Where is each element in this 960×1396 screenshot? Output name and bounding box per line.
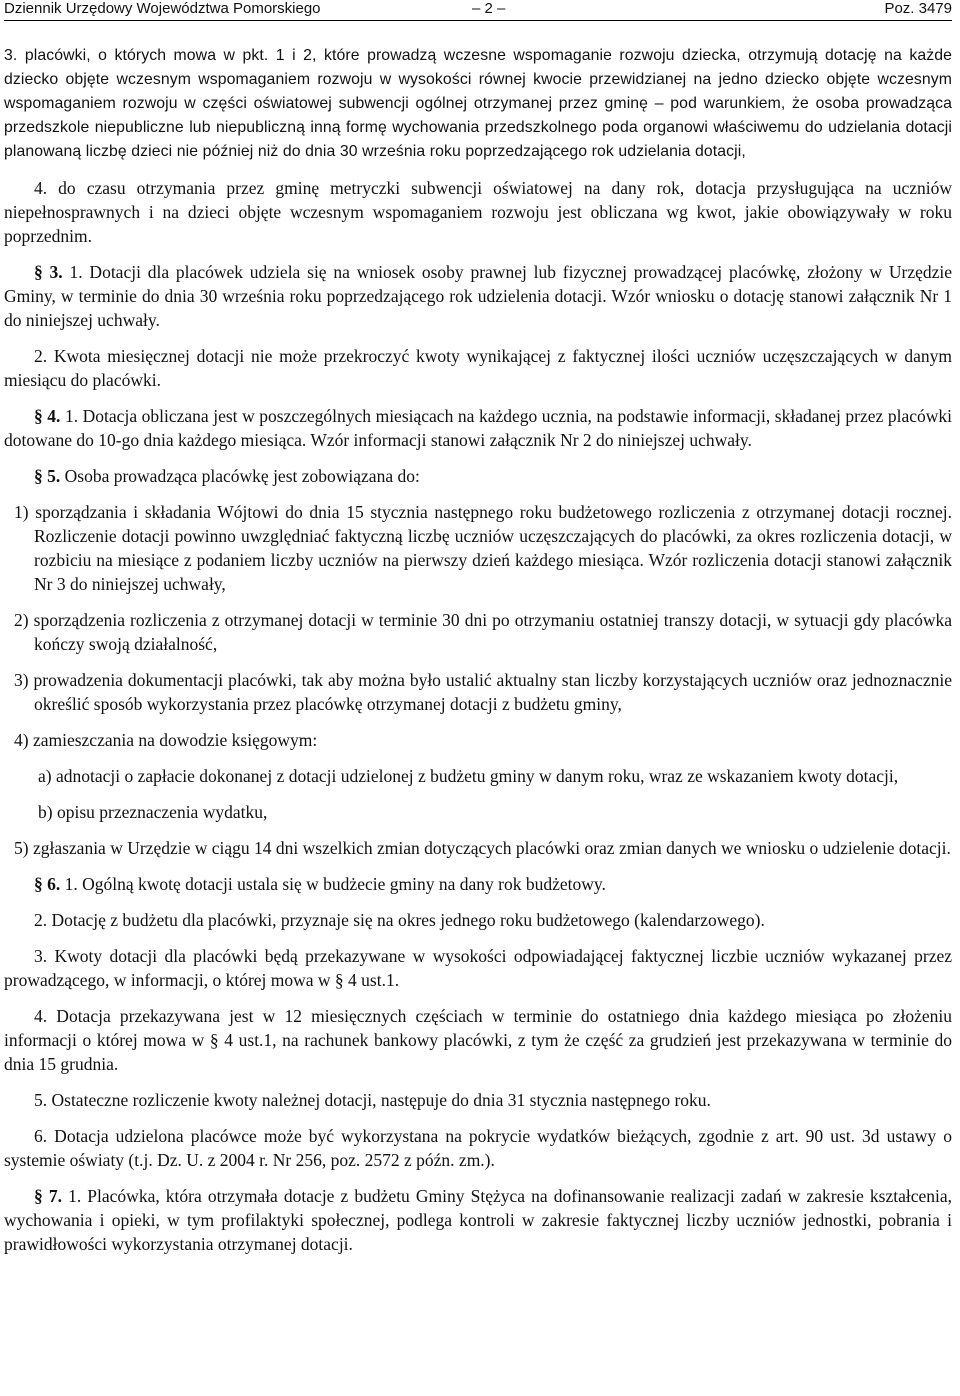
- section-3-number: § 3.: [34, 262, 63, 282]
- page-number: – 2 –: [472, 0, 506, 17]
- list-item: 5) zgłaszania w Urzędzie w ciągu 14 dni wszelkich zmian dotyczących placówki oraz zmian danych we wniosku o udzielenie dotacji.: [14, 838, 951, 858]
- section-6-para-1: § 6. 1. Ogólną kwotę dotacji ustala się w budżecie gminy na dany rok budżetowy.: [34, 874, 606, 894]
- page-header: [4, 0, 952, 21]
- list-item: 2) sporządzenia rozliczenia z otrzymanej dotacji w terminie 30 dni po otrzymaniu ostatniej transzy dotacji, w sytuacji gdy placówka kończy swoją działalność,: [14, 610, 952, 654]
- journal-title: Dziennik Urzędowy Województwa Pomorskiego: [4, 0, 321, 17]
- position-number: Poz. 3479: [884, 0, 952, 17]
- section-5-intro: § 5. Osoba prowadząca placówkę jest zobowiązana do:: [34, 466, 420, 486]
- list-item: 3) prowadzenia dokumentacji placówki, tak aby można było ustalić aktualny stan liczby korzystających uczniów oraz jednoznacznie określić sposób wykorzystania przez placówkę otrzymanej dotacji z budżetu gminy,: [14, 670, 952, 714]
- section-3-para-1: § 3. 1. Dotacji dla placówek udziela się na wniosek osoby prawnej lub fizycznej prowadzącej placówkę, złożony w Urzędzie Gminy, w terminie do dnia 30 września roku poprzedzającego rok udzielenia dotacji. Wzór wniosku o dotację stanowi załącznik Nr 1 do niniejszej uchwały.: [4, 262, 952, 330]
- section-7-para-1: § 7. 1. Placówka, która otrzymała dotacje z budżetu Gminy Stężyca na dofinansowanie realizacji zadań w zakresie kształcenia, wychowania i opieki, w tym profilaktyki społecznej, podlega kontroli w zakresie faktycznej liczby uczniów jednostki, pobrania i prawidłowości wykorzystania otrzymanej dotacji.: [4, 1186, 953, 1254]
- section-5-number: § 5.: [34, 466, 61, 486]
- section-6-para-3: 3. Kwoty dotacji dla placówki będą przekazywane w wysokości odpowiadającej faktycznej liczbie uczniów wykazanej przez prowadzącego, w informacji, o której mowa w § 4 ust.1.: [4, 946, 952, 990]
- section-6-para-2: 2. Dotację z budżetu dla placówki, przyznaje się na okres jednego roku budżetowego (kalendarzowego).: [34, 910, 765, 930]
- sub-list-item: a) adnotacji o zapłacie dokonanej z dotacji udzielonej z budżetu gminy w danym roku, wraz ze wskazaniem kwoty dotacji,: [38, 766, 899, 786]
- section-6-para-4: 4. Dotacja przekazywana jest w 12 miesięcznych częściach w terminie do ostatniego dnia każdego miesiąca po złożeniu informacji o której mowa w § 4 ust.1, na rachunek bankowy placówki, z tym że część za grudzień jest przekazywana w terminie do dnia 15 grudnia.: [4, 1006, 952, 1074]
- paragraph-placowki-3: 3. placówki, o których mowa w pkt. 1 i 2, które prowadzą wczesne wspomaganie rozwoju dziecka, otrzymują dotację na każde dziecko objęte wczesnym wspomaganiem rozwoju w wysokości równej kwocie przewidzianej na jedno dziecko objęte wczesnym wspomaganiem rozwoju w części oświatowej subwencji ogólnej otrzymanej przez gminę – pod warunkiem, że osoba prowadząca przedszkole niepubliczne lub niepubliczną inną formę wychowania przedszkolnego poda organowi właściwemu do udzielania dotacji planowaną liczbę dzieci nie później niż do dnia 30 września roku poprzedzającego rok udzielania dotacji,: [4, 47, 952, 160]
- sub-list-item: b) opisu przeznaczenia wydatku,: [38, 802, 268, 822]
- section-6-para-5: 5. Ostateczne rozliczenie kwoty należnej dotacji, następuje do dnia 31 stycznia następnego roku.: [34, 1090, 711, 1110]
- section-6-para-6: 6. Dotacja udzielona placówce może być wykorzystana na pokrycie wydatków bieżących, zgodnie z art. 90 ust. 3d ustawy o systemie oświaty (t.j. Dz. U. z 2004 r. Nr 256, poz. 2572 z późn. zm.).: [4, 1126, 952, 1170]
- list-item: 4) zamieszczania na dowodzie księgowym:: [14, 730, 318, 750]
- paragraph-point-4: 4. do czasu otrzymania przez gminę metryczki subwencji oświatowej na dany rok, dotacja przysługująca na uczniów niepełnosprawnych i na dzieci objęte wczesnym wspomaganiem rozwoju jest obliczana wg kwot, jakie obowiązywały w roku poprzednim.: [4, 178, 952, 246]
- section-4-number: § 4.: [34, 406, 61, 426]
- section-3-para-2: 2. Kwota miesięcznej dotacji nie może przekroczyć kwoty wynikającej z faktycznej ilości uczniów uczęszczających w danym miesiącu do placówki.: [4, 346, 952, 390]
- document-body: [4, 44, 952, 1268]
- section-7-number: § 7.: [34, 1186, 62, 1206]
- section-4-para-1: § 4. 1. Dotacja obliczana jest w poszczególnych miesiącach na każdego ucznia, na podstawie informacji, składanej przez placówki dotowane do 10-go dnia każdego miesiąca. Wzór informacji stanowi załącznik Nr 2 do niniejszej uchwały.: [4, 406, 952, 450]
- list-item: 1) sporządzania i składania Wójtowi do dnia 15 stycznia następnego roku budżetowego rozliczenia z otrzymanej dotacji rocznej. Rozliczenie dotacji powinno uwzględniać faktyczną liczbę uczniów uczęszczających do placówki, za okres rozliczenia dotacji, w rozbiciu na miesiące z podaniem liczby uczniów na pierwszy dzień każdego miesiąca. Wzór rozliczenia dotacji stanowi załącznik Nr 3 do niniejszej uchwały,: [14, 502, 952, 594]
- section-6-number: § 6.: [34, 874, 61, 894]
